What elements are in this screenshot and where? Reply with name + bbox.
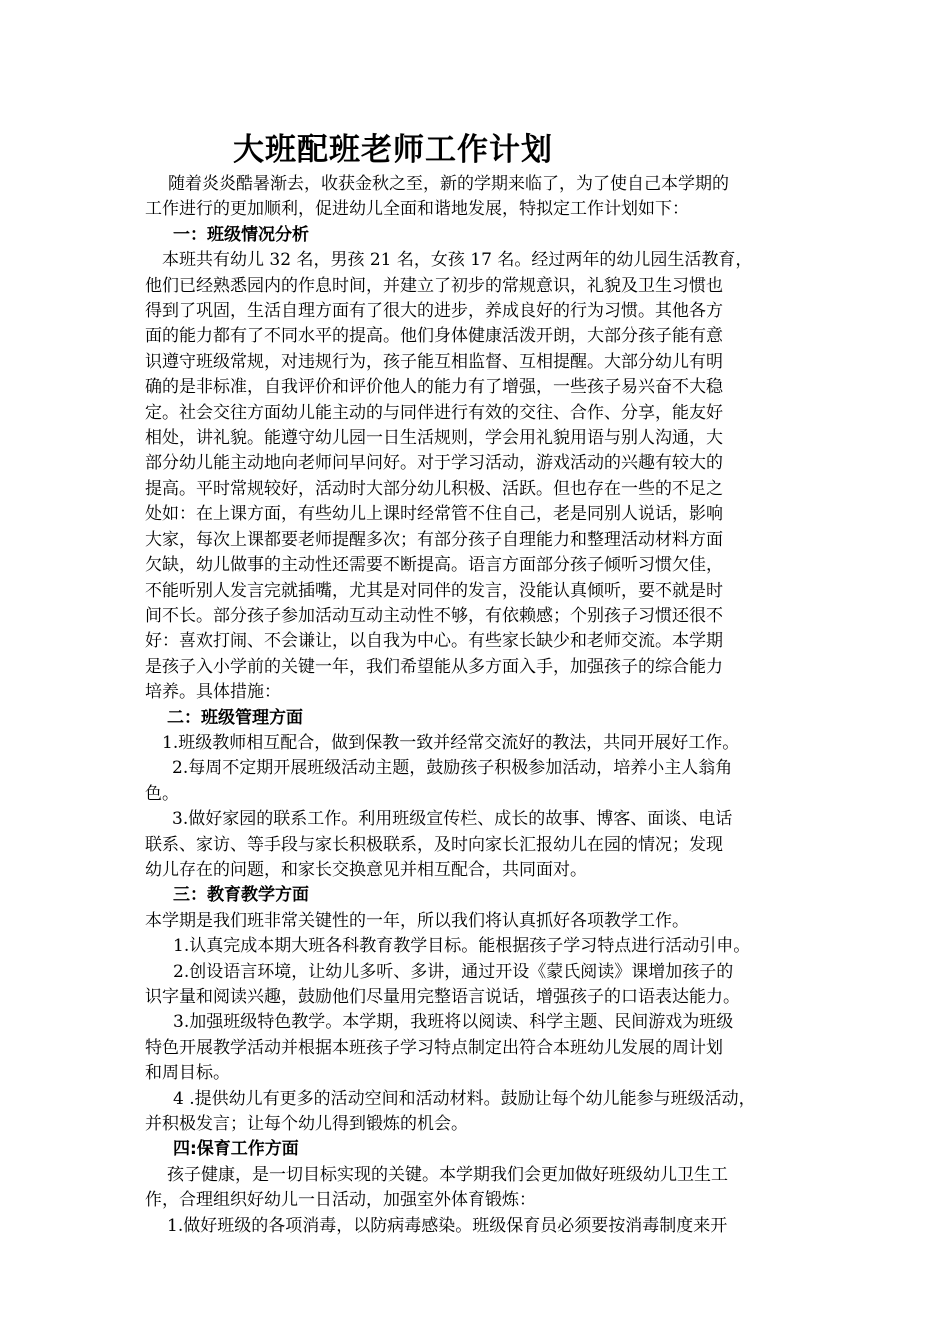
text-line: 识字量和阅读兴趣，鼓励他们尽量用完整语言说话，增强孩子的口语表达能力。 [145,987,740,1007]
text-line: 1.班级教师相互配合，做到保教一致并经常交流好的教法，共同开展好工作。 [162,732,740,753]
text-line: 随着炎炎酷暑渐去，收获金秋之至，新的学期来临了，为了使自己本学期的 [168,174,729,194]
text-line: 本学期是我们班非常关键性的一年，所以我们将认真抓好各项教学工作。 [145,910,689,931]
text-line: 面的能力都有了不同水平的提高。他们身体健康活泼开朗，大部分孩子能有意 [145,326,723,347]
text-line: 确的是非标准，自我评价和评价他人的能力有了增强，一些孩子易兴奋不大稳 [145,377,723,398]
section-heading: 三：教育教学方面 [173,885,309,906]
section-heading: 二：班级管理方面 [167,707,303,728]
text-line: 好：喜欢打闹、不会谦让，以自我为中心。有些家长缺少和老师交流。本学期 [145,631,723,652]
text-line: 幼儿存在的问题，和家长交换意见并相互配合，共同面对。 [145,859,587,880]
document-body [145,172,815,1239]
text-line: 特色开展教学活动并根据本班孩子学习特点制定出符合本班幼儿发展的周计划 [145,1037,723,1058]
text-line: 部分幼儿能主动地向老师问早问好。对于学习活动，游戏活动的兴趣有较大的 [145,453,723,474]
text-line: 定。社会交往方面幼儿能主动的与同伴进行有效的交往、合作、分享，能友好 [145,402,723,423]
text-line: 2.创设语言环境，让幼儿多听、多讲，通过开设《蒙氏阅读》课增加孩子的 [173,961,734,982]
text-line: 3.加强班级特色教学。本学期，我班将以阅读、科学主题、民间游戏为班级 [173,1012,734,1033]
text-line: 不能听别人发言完就插嘴，尤其是对同伴的发言，没能认真倾听，要不就是时 [145,580,723,601]
text-line: 大家，每次上课都要老师提醒多次；有部分孩子自理能力和整理活动材料方面 [145,529,723,550]
text-line: 3.做好家园的联系工作。利用班级宣传栏、成长的故事、博客、面谈、电话 [172,809,733,830]
document-title: 大班配班老师工作计划 [233,132,553,168]
text-line: 提高。平时常规较好，活动时大部分幼儿积极、活跃。但也存在一些的不足之 [145,478,723,499]
text-line: 联系、家访、等手段与家长积极联系，及时向家长汇报幼儿在园的情况；发现 [145,834,723,855]
text-line: 识遵守班级常规，对违规行为，孩子能互相监督、互相提醒。大部分幼儿有明 [145,351,723,372]
text-line: 和周目标。 [145,1063,230,1084]
section-heading: 四:保育工作方面 [173,1139,299,1160]
text-line: 处如：在上课方面，有些幼儿上课时经常管不住自己，老是同别人说话，影响 [145,504,723,525]
text-line: 工作进行的更加顺利，促进幼儿全面和谐地发展，特拟定工作计划如下： [145,199,689,220]
text-line: 相处，讲礼貌。能遵守幼儿园一日生活规则，学会用礼貌用语与别人沟通，大 [145,428,723,449]
section-heading: 一：班级情况分析 [173,224,309,245]
text-line: 1.做好班级的各项消毒，以防病毒感染。班级保育员必须要按消毒制度来开 [167,1215,728,1236]
text-line: 本班共有幼儿 32 名，男孩 21 名，女孩 17 名。经过两年的幼儿园生活教育， [162,250,753,271]
text-line: 培养。具体措施： [145,682,281,703]
text-line: 间不长。部分孩子参加活动互动主动性不够，有依赖感；个别孩子习惯还很不 [145,605,723,626]
text-line: 色。 [145,783,179,804]
text-line: 1.认真完成本期大班各科教育教学目标。能根据孩子学习特点进行活动引申。 [173,936,751,957]
text-line: 欠缺，幼儿做事的主动性还需要不断提高。语言方面部分孩子倾听习惯欠佳， [145,555,723,576]
text-line: 2.每周不定期开展班级活动主题，鼓励孩子积极参加活动，培养小主人翁角 [172,758,733,779]
text-line: 并积极发言；让每个幼儿得到锻炼的机会。 [145,1114,468,1135]
text-line: 作，合理组织好幼儿一日活动，加强室外体育锻炼： [145,1190,536,1211]
text-line: 孩子健康，是一切目标实现的关键。本学期我们会更加做好班级幼儿卫生工 [167,1164,728,1185]
text-line: 是孩子入小学前的关键一年，我们希望能从多方面入手，加强孩子的综合能力 [145,656,723,677]
text-line: 他们已经熟悉园内的作息时间，并建立了初步的常规意识，礼貌及卫生习惯也 [145,275,723,296]
document-page [145,128,815,1239]
text-line: 得到了巩固，生活自理方面有了很大的进步，养成良好的行为习惯。其他各方 [145,301,723,322]
text-line: 4 .提供幼儿有更多的活动空间和活动材料。鼓励让每个幼儿能参与班级活动， [173,1088,756,1109]
